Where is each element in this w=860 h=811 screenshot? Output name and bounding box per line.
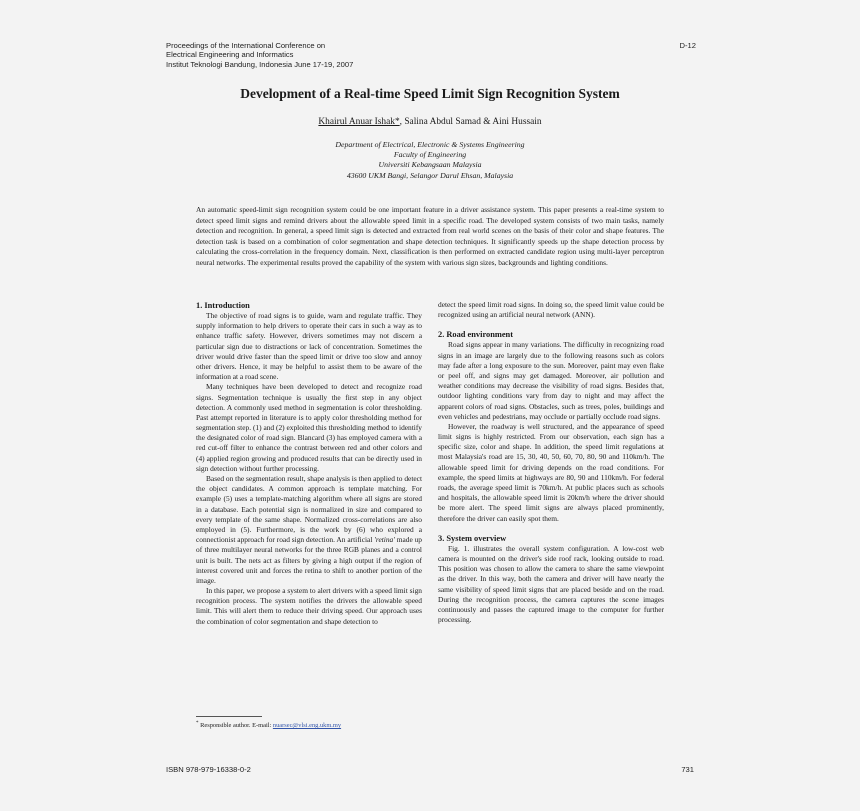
- header-line: Institut Teknologi Bandung, Indonesia June 17-19, 2007: [166, 59, 354, 69]
- paper-title: Development of a Real-time Speed Limit Sign Recognition System: [240, 86, 620, 101]
- co-authors: , Salina Abdul Samad & Aini Hussain: [399, 117, 542, 127]
- author-list: [166, 117, 694, 127]
- corresponding-author: Khairul Anuar Ishak*: [318, 117, 400, 127]
- proceedings-header: [166, 41, 353, 69]
- paper-id: D-12: [679, 41, 696, 50]
- section-heading-road-environment: 2. Road environment: [438, 330, 513, 340]
- paragraph: However, the roadway is well structured, and the appearance of speed limit signs is highly restricted. From our observation, each sign has a specific size, color and shape. In addition, the speed limit regulations at most Malaysia's road are 15, 30, 40, 50, 60, 70, 80, 90 and 110km/h. The allowable speed limit for driving depends on the road conditions. For example, the speed limits at highways are 80, 90 and 110km/h. For federal roads, the average speed limit is 70km/h. At public places such as schools and hospitals, the allowable speed limit is 20km/h where the driver should be more alert. The speed limit signs are always placed prominently, therefore the driver can easily spot them.: [438, 421, 664, 523]
- right-column: [438, 300, 664, 625]
- paragraph: In this paper, we propose a system to alert drivers with a speed limit sign recognition process. The system notifies the drivers the allowable speed limit. This will alert them to reduce their driving speed. Our approach uses the combination of color segmentation and shape detection to: [196, 586, 422, 626]
- section-heading-system-overview: 3. System overview: [438, 533, 507, 543]
- header-line: Proceedings of the International Conference on: [166, 41, 326, 50]
- affiliation-line: Department of Electrical, Electronic & Systems Engineering: [335, 140, 525, 149]
- affiliation-line: 43600 UKM Bangi, Selangor Darul Ehsan, Malaysia: [346, 170, 514, 180]
- footnote-rule: [196, 716, 262, 717]
- paragraph: Fig. 1. illustrates the overall system configuration. A low-cost web camera is mounted on the driver's side roof rack, looking outside to road. This position was chosen to allow the camera to share the same viewpoint as the driver. In this way, both the camera and driver will have nearly the same visibility of speed limit signs that are placed beside and on the road. During the recognition process, the camera captures the scene images continuously and passes the captured image to the computer for further processing.: [438, 543, 664, 625]
- section-heading-introduction: 1. Introduction: [196, 301, 250, 310]
- paragraph: Road signs appear in many variations. The difficulty in recognizing road signs in an image are largely due to the following reasons such as colors may fade after a long exposure to the sun. Moreover, paint may even flake or peel off, and signs may get damaged. Moreover, air pollution and weather conditions may decrease the visibility of road signs. Besides that, outdoor lighting conditions vary from day to night and may affect the apparent colors of road signs. Obstacles, such as trees, poles, buildings and even vehicles and pedestrians, may occlude or partially occlude road signs.: [438, 340, 664, 421]
- paragraph-continued: detect the speed limit road signs. In doing so, the speed limit value could be recognized using an artificial neural network (ANN).: [438, 300, 664, 320]
- abstract: An automatic speed-limit sign recognition system could be one important feature in a driver assistance system. This paper presents a real-time system to detect speed limit signs and remind drivers about the allowable speed limit in a specific road. The developed system consists of two main tasks, namely detection and recognition. In general, a speed limit sign is detected and extracted from real world scenes on the basis of their color and shape features. The detection task is based on a combination of color segmentation and shape detection techniques. It significantly speeds up the shape detection process by calculating the cross-correlation in the frequency domain. Next, classification is then performed on extracted candidate region using multi-layer perceptron neural networks. The experimental results proved the capability of the system with various sign sizes, backgrounds and lighting conditions.: [196, 205, 664, 267]
- paragraph: The objective of road signs is to guide, warn and regulate traffic. They supply information to help drivers to operate their cars in such a way as to enhance traffic safety. However, drivers sometimes may not discern a particular sign due to distractions or lack of concentration. Sometimes the driver would drive faster than the speed limit or drive too slow and annoy other drivers. Hence, it may be helpful to assist them to be aware of the information at a road scene.: [196, 311, 422, 382]
- header-line: Electrical Engineering and Informatics: [166, 50, 294, 60]
- paragraph: Many techniques have been developed to detect and recognize road signs. Segmentation technique is usually the first step in any object detection. A commonly used method in segmentation is color thresholding. Past attempt reported in literature is to apply color thresholding method for segmentation step. (1) and (2) exploited this thresholding method to identify the designated color of road sign. Blancard (3) has employed camera with a red cut-off filter to enhance the contrast between red and other colors and (4) applied region growing and produced results that can be directly used in sign detection without further processing.: [196, 382, 422, 473]
- affiliation-line: Faculty of Engineering: [393, 150, 467, 160]
- author-email-link[interactable]: nuarsec@vlsi.eng.ukm.my: [272, 722, 342, 730]
- isbn: ISBN 978-979-16338-0-2: [166, 765, 251, 774]
- page-number: 731: [681, 765, 694, 774]
- affiliation: [166, 140, 694, 181]
- paragraph: Based on the segmentation result, shape analysis is then applied to detect the object candidates. A common approach is template matching. For example (5) uses a template-matching algorithm where all signs are stored in a database. Each potential sign is normalized in size and compared to every template of the same shape. Normalized cross-correlations are also employed in (5). Furthermore, is the work by (6) who explored a connectionist approach for road sign detection. An artificial 'retina' made up of three multilayer neural networks for the three RGB planes and a control unit is built. The nets act as filters by giving a high output if the region of interest covered unit and forces the retina to shift to another portion of the image.: [196, 474, 423, 585]
- affiliation-line: Universiti Kebangsaan Malaysia: [378, 160, 482, 170]
- left-column: [196, 300, 422, 627]
- footnote: * Responsible author. E-mail: nuarsec@vlsi.eng.ukm.my: [196, 721, 342, 730]
